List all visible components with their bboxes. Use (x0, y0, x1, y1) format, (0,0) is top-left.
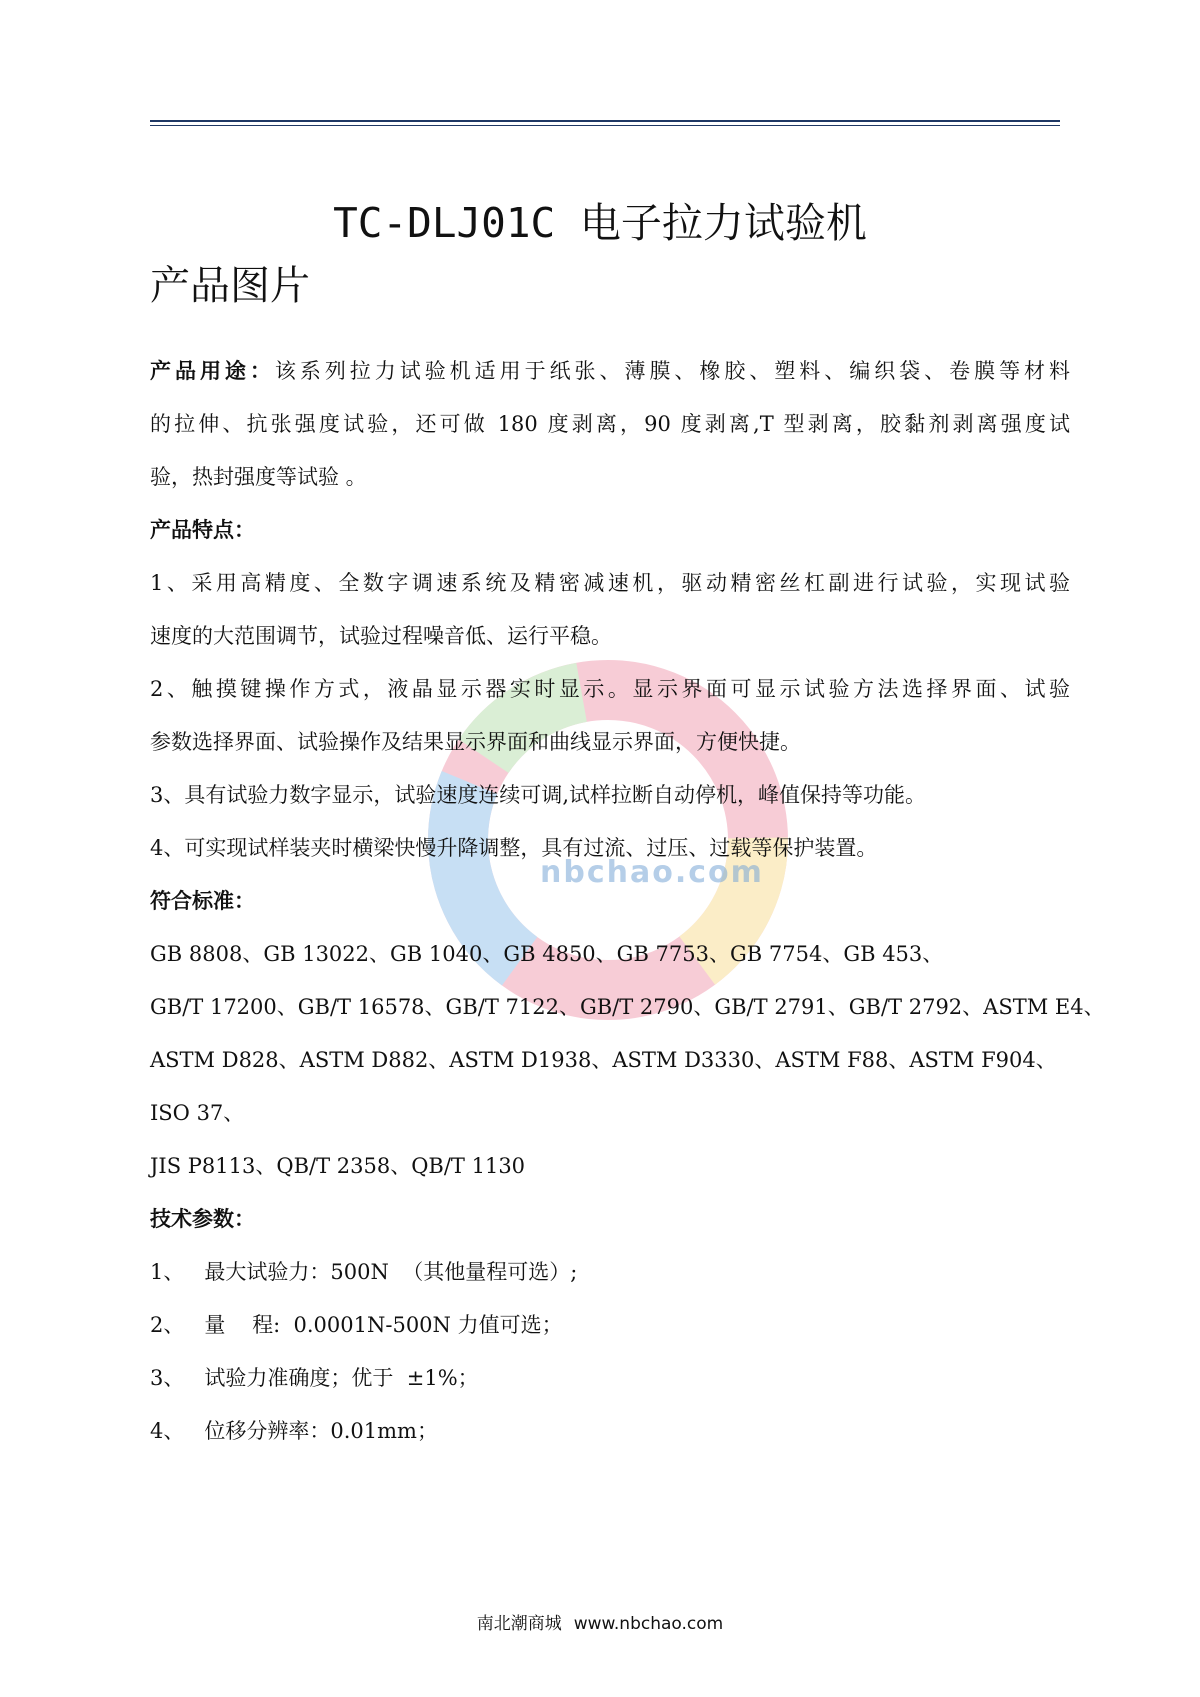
standards-line-4: ISO 37、 (150, 1101, 245, 1125)
standards-line-1: GB 8808、GB 13022、GB 1040、GB 4850、GB 7753、GB 7754、GB 453、 (150, 942, 944, 966)
watermark-text: nbchao.com (540, 855, 764, 890)
header-rule-thin (150, 125, 1060, 126)
standards-line-5: JIS P8113、QB/T 2358、QB/T 1130 (150, 1154, 526, 1178)
page-footer (0, 1609, 1200, 1634)
feature-line-1: 1、采用高精度、全数字调速系统及精密减速机，驱动精密丝杠副进行试验，实现试验 (150, 571, 1070, 595)
feature-line-6: 4、可实现试样装夹时横梁快慢升降调整，具有过流、过压、过载等保护装置。 (150, 836, 878, 860)
standards-line-3: ASTM D828、ASTM D882、ASTM D1938、ASTM D3330、ASTM F88、ASTM F904、 (150, 1048, 1057, 1072)
features-heading: 产品特点： (150, 518, 255, 542)
usage-line-3: 验，热封强度等试验 。 (150, 465, 367, 489)
usage-label: 产品用途： (150, 359, 275, 383)
standards-heading: 符合标准： (150, 889, 255, 913)
footer-site-name: 南北潮商城 (476, 1614, 562, 1634)
spec-line-1: 1、 最大试验力：500N （其他量程可选）; (150, 1260, 578, 1284)
feature-line-5: 3、具有试验力数字显示，试验速度连续可调,试样拉断自动停机，峰值保持等功能。 (150, 783, 927, 807)
spec-line-3: 3、 试验力准确度；优于 ±1%； (150, 1366, 479, 1390)
section-product-images: 产品图片 (150, 263, 310, 309)
header-rule (150, 120, 1060, 122)
usage-line-2: 的拉伸、抗张强度试验，还可做 180 度剥离，90 度剥离,T 型剥离，胶黏剂剥离强度试 (150, 412, 1070, 436)
document-title: TC-DLJ01C 电子拉力试验机 (333, 199, 867, 247)
footer-url[interactable]: www.nbchao.com (573, 1614, 724, 1634)
spec-line-2: 2、 量 程: 0.0001N-500N 力值可选； (150, 1313, 563, 1337)
feature-line-3: 2、触摸键操作方式，液晶显示器实时显示。显示界面可显示试验方法选择界面、试验 (150, 677, 1070, 701)
feature-line-4: 参数选择界面、试验操作及结果显示界面和曲线显示界面，方便快捷。 (150, 730, 801, 754)
feature-line-2: 速度的大范围调节，试验过程噪音低、运行平稳。 (150, 624, 612, 648)
standards-line-2: GB/T 17200、GB/T 16578、GB/T 7122、GB/T 2790、GB/T 2791、GB/T 2792、ASTM E4、 (150, 995, 1105, 1019)
spec-line-4: 4、 位移分辨率：0.01mm； (150, 1419, 438, 1443)
usage-line-1: 产品用途：该系列拉力试验机适用于纸张、薄膜、橡胶、塑料、编织袋、卷膜等材料 (150, 359, 1071, 383)
specs-heading: 技术参数： (150, 1207, 255, 1231)
